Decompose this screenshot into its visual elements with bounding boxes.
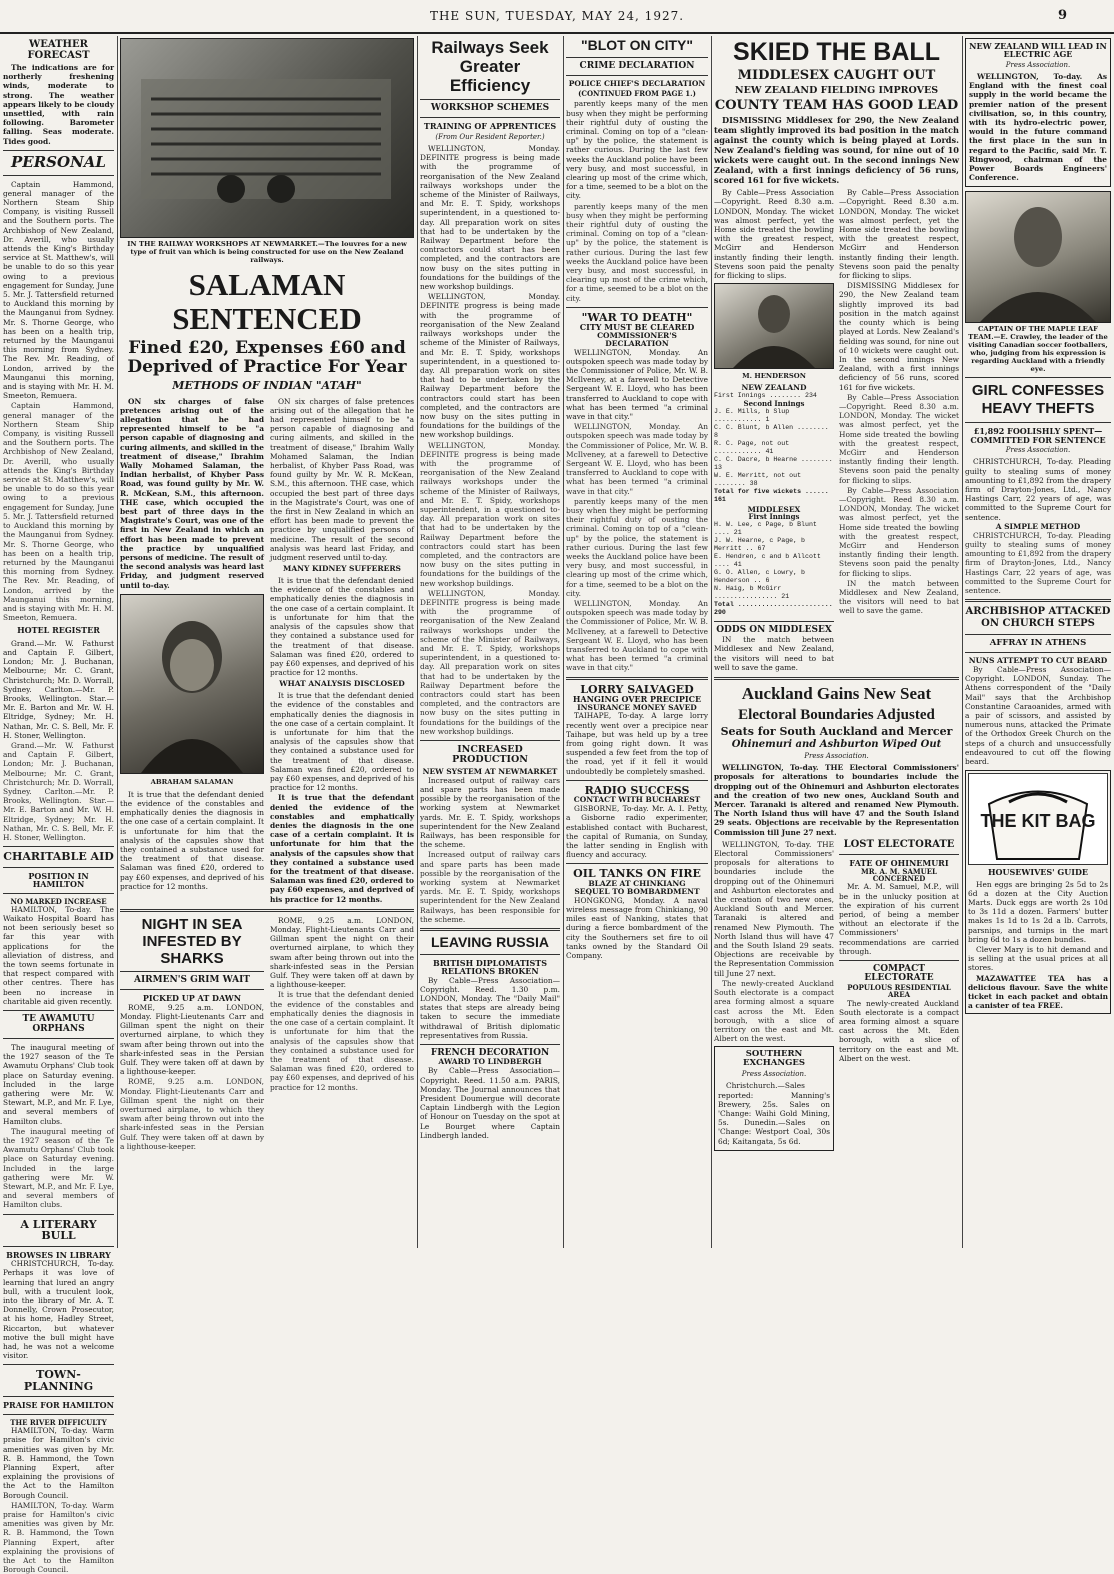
nz-total: Total for five wickets ...... 161 [714, 487, 829, 503]
railways-headline: Railways Seek Greater Efficiency [431, 38, 549, 95]
southern-text: Christchurch.—Sales reported: Manning's Brewery, 25s. Sales on 'Change: Waihi Gold Mining, 5s. Dunedin.—Sales on 'Change: Westport Coal, 30s 6d; Kaitangata, 5s 6d. [718, 1081, 830, 1146]
russia-sub: BRITISH DIPLOMATISTS [432, 957, 548, 968]
ball-text-3: DISMISSING Middlesex for 290, the New Zealand team slightly improved its bad position in the match against the county which is being played at Lords. New Zealand's fielding was sound, for nine out of 10 wickets were caught out. In the second innings New Zealand, with a first innings deficiency of 56 runs, scored 161 for five wickets. [839, 281, 959, 392]
nz-score-line: R. C. Page, not out ............ 41 [714, 439, 790, 455]
nz-electric-heading: NEW ZEALAND WILL LEAD IN ELECTRIC AGE [969, 41, 1107, 60]
nz-score-title: NEW ZEALAND [741, 383, 807, 393]
french-text: By Cable—Press Association—Copyright. Reed. 11.50 a.m. PARIS, Monday. The Journal announces that President Doumergue will decorate Captain Lindbergh with the Legion of Honour on Tuesday on the spot at Le Bourget where Captain Lindbergh landed. [420, 1066, 560, 1140]
orphans-heading: TE AWAMUTU ORPHANS [22, 1014, 95, 1034]
town-sub: PRAISE FOR HAMILTON [3, 1400, 114, 1411]
salaman-text-e: It is true that the defendant denied the evidence of the constables and emphatically denies the diagnosis in the one case of a certain complaint. It is unfortunate for him that the analysis of the capsules show that they contained a substance used for the treatment of that disease. Salaman was fined £20, ordered to pay £60 expenses, and deprived of his practice for 12 months. [270, 793, 414, 904]
nz-electric-box [965, 38, 1111, 187]
compact-sub: POPULOUS RESIDENTIAL AREA [847, 982, 951, 1000]
column-4 [566, 36, 708, 1248]
salaman-subhead: Fined £20, Expenses £60 and Deprived of Practice For Year [127, 338, 407, 377]
ball-headline: SKIED THE BALL [733, 38, 940, 66]
nz-first-innings: First Innings ........ 234 [714, 392, 817, 400]
compact-text: The newly-created Auckland South electorate is a compact area forming almost a square cast across the Mt. Eden borough, with a slice of territory on the east and Mt. Albert on the west. [839, 998, 959, 1063]
girl-byline: Press Association. [1005, 446, 1071, 455]
girl-sub: £1,892 FOOLISHLY SPENT—COMMITTED FOR SENTENCE [970, 426, 1106, 445]
nz-second-title: Second Innings [743, 399, 805, 409]
sharks-sub: AIRMEN'S GRIM WAIT [133, 974, 250, 985]
blot-continued: (CONTINUED FROM PAGE 1.) [578, 89, 696, 98]
town-text: HAMILTON, To-day. Warm praise for Hamilton's civic amenities was given by Mr. R. B. Hammond, the Town Planning Expert, after explaining the provisions of the Act to the Hamilton Borough Council. [3, 1426, 114, 1500]
war-sub: CITY MUST BE CLEARED [579, 322, 695, 333]
war-text-4: WELLINGTON, Monday. An outspoken speech was made today by the Commissioner of Police, Mr. W. B. McIlveney, at a farewell to Detective Sergeant W. E. Lloyd, who has been transferred to Auckland to cope with what has been termed "a criminal wave in that city." [566, 598, 708, 673]
salaman-text-b: ON six charges of false pretences arising out of the allegation that he had represented himself to be "a person capable of diagnosing and curing ailments, and skilled in the treatment of disease," Ibrahim Wally Mohamed Salaman, the Indian herbalist, of Khyber Pass Road, was found guilty by Mr. W. R. McKean, S.M., this afternoon. THE case, which occupied the best part of three days in the Magistrate's Court, was one of the first in New Zealand in which an effort has been made to prevent the practice by unqualified persons of medicine. The result of the second analysis was heard last Friday, and judgment reserved until to-day. [270, 396, 414, 562]
sharks-text-b: ROME, 9.25 a.m. LONDON, Monday. Flight-Lieutenants Carr and Gillman spent the night on their overturned airplane, to which they swam after being thrown out into the shark-infested seas in the Persian Gulf. They were taken off at dawn by a lighthouse-keeper. [270, 915, 414, 990]
mid-score-line: G. O. Allen, c Lowry, b Henderson .. 6 [714, 568, 806, 584]
ball-sub3: COUNTY TEAM HAS GOOD LEAD [714, 97, 959, 113]
production-sub: INCREASED PRODUCTION [452, 744, 528, 765]
girl-headline: GIRL CONFESSES HEAVY THEFTS [971, 382, 1105, 418]
kidney-subhead: MANY KIDNEY SUFFERERS [283, 564, 401, 574]
russia-sub2: RELATIONS BROKEN [441, 966, 539, 977]
kit-text-3: MAZAWATTEE TEA has a delicious flavour. Save the white ticket in each packet and obtain a canister of tea FREE. [968, 973, 1108, 1011]
lost-sub2: MR. A. M. SAMUEL CONCERNED [861, 866, 937, 884]
production-sub2: NEW SYSTEM AT NEWMARKET [422, 766, 558, 776]
railways-text: WELLINGTON, Monday. DEFINITE progress is being made with the programme of reorganisation of the New Zealand railways workshops under the scheme of the Minister of Railways, and Mr. E. T. Spidy, workshops superintendent, in a questioned to-day. All preparation work on sites that had to be undertaken by the Railway Department before the contractors could start has been completed, and the contractors are now busy on the sites putting in foundations for the buildings of the new workshop buildings. [420, 144, 560, 292]
workshop-illustration [121, 39, 413, 237]
war-headline: "WAR TO DEATH" [581, 310, 693, 324]
war-sub2: COMMISSIONER'S DECLARATION [597, 330, 677, 348]
town-sub2: THE RIVER DIFFICULTY [10, 1417, 107, 1427]
workshop-caption: IN THE RAILWAY WORKSHOPS AT NEWMARKET.—The louvres for a new type of fruit van which is being constructed for use on the New Zealand railways. [127, 240, 407, 264]
portrait-caption: ABRAHAM SALAMAN [150, 777, 234, 786]
oil-text: HONGKONG, Monday. A naval wireless message from Chinkiang, 90 miles east of Nanking, states that during a fierce bombardment of the city the Southerners set fire to oil tanks owned by the Standard Oil Company. [566, 895, 708, 960]
masthead-title: THE SUN, TUESDAY, MAY 24, 1927. [429, 9, 685, 23]
oil-sub: BLAZE AT CHINKIANG [588, 879, 686, 889]
column-1 [3, 36, 114, 1574]
french-sub: FRENCH DECORATION [430, 1047, 550, 1058]
salaman-headline: SALAMAN SENTENCED [172, 267, 362, 336]
kit-bag-illustration [968, 773, 1108, 865]
salaman-text-a: It is true that the defendant denied the evidence of the constables and emphatically denies the diagnosis in the one case of a certain complaint. It is unfortunate for him that the analysis of the capsules show that they contained a substance used for the treatment of that disease. Salaman was fined £20, ordered to pay £60 expenses, and deprived of his practice for 12 months. [120, 789, 264, 891]
girl-sub2: A SIMPLE METHOD [995, 521, 1081, 531]
kit-text-2: Clever Mary is to hit demand and is selling at the usual prices at all stores. [968, 944, 1108, 973]
hotel-heading: HOTEL REGISTER [17, 625, 100, 636]
town-text-more: HAMILTON, To-day. Warm praise for Hamilton's civic amenities was given by Mr. R. B. Hammond, the Town Planning Expert, after explaining the provisions of the Act to the Hamilton Borough Council. [3, 1500, 114, 1574]
column-rule [711, 36, 712, 1248]
lost-heading: LOST ELECTORATE [843, 838, 955, 850]
radio-headline: RADIO SUCCESS [584, 783, 690, 797]
auckland-sub: Ohinemuri and Ashburton Wiped Out [731, 738, 942, 750]
captain-photo [965, 191, 1111, 323]
charitable-sub: POSITION IN HAMILTON [28, 870, 89, 890]
kit-bag-title: THE KIT BAG [980, 811, 1096, 832]
railways-byline: (From Our Resident Reporter.) [435, 132, 545, 141]
column-6 [965, 36, 1111, 1248]
girl-text-2: CHRISTCHURCH, To-day. Pleading guilty to stealing sums of money amounting to £1,892 from the drapery firm of Drayton-Jones, Ltd., Nancy Hastings Carr, 22 years of age, was committed to the Supreme Court for sentence. [965, 530, 1111, 595]
kit-bag-box [965, 770, 1111, 1014]
radio-sub: CONTACT WITH BUCHAREST [573, 795, 701, 805]
nz-electric-text: WELLINGTON, To-day. As England with the finest coal supply in the world became the premier nation of the present civilisation, so, in this country, with its hydro-electric power, would in the future command the first place in the sun in regard to the Pacific, said Mr. T. Ringwood, chairman of the Power Boards Engineers' Conference. [969, 71, 1107, 183]
odds-text: IN the match between Middlesex and New Zealand, the visitors will need to bat well to save the game. [714, 635, 834, 672]
lost-sub: FATE OF OHINEMURI [849, 858, 949, 869]
mid-score-line: J. W. Hearne, c Page, b Merritt .. 67 [714, 536, 806, 552]
salaman-portrait [120, 594, 264, 774]
mid-title: MIDDLESEX [747, 504, 801, 514]
ball-sub: MIDDLESEX CAUGHT OUT [737, 68, 936, 83]
oil-sub2: SEQUEL TO BOMBARDMENT [574, 886, 700, 896]
column-5 [714, 36, 959, 1248]
auckland-headline-2: Electoral Boundaries Adjusted [738, 706, 935, 723]
salaman-text-d: It is true that the defendant denied the evidence of the constables and emphatically denies the diagnosis in the one case of a certain complaint. It is unfortunate for him that the analysis of the capsules show that they contained a substance used for the treatment of that disease. Salaman was fined £20, ordered to pay £60 expenses, and deprived of his practice for 12 months. [270, 691, 414, 793]
nz-score-line: C. C. Dacre, b Hearne ........ 13 [714, 455, 833, 471]
captain-caption: CAPTAIN OF THE MAPLE LEAF TEAM.—E. Crawley, the leader of the visiting Canadian soccer footballers, who, judging from his expression is regarding Auckland with a friendly eye. [968, 325, 1108, 374]
auckland-text: WELLINGTON, To-day. THE Electoral Commissioners' proposals for alterations to boundaries include the dropping out of the Ohinemuri and Ashburton electorates and the creation of two new ones, Auckland South and Mercer. Taranaki is altered and renamed New Plymouth. The North Island thus will have 47 and the South Island 29 seats. Objections are receivable by the Representation Commission till June 27 next. [714, 839, 834, 978]
railways-sub2: TRAINING OF APPRENTICES [423, 121, 557, 132]
oil-headline: OIL TANKS ON FIRE [573, 867, 701, 881]
archbishop-sub: AFFRAY IN ATHENS [989, 638, 1087, 649]
lorry-sub: HANGING OVER PRECIPICE [572, 694, 702, 705]
railways-text-2: WELLINGTON, Monday. DEFINITE progress is being made with the programme of reorganisation of the New Zealand railways workshops under the scheme of the Minister of Railways, and Mr. E. T. Spidy, workshops superintendent, in a questioned to-day. All preparation work on sites that had to be undertaken by the Railway Department before the contractors could start has been completed, and the contractors are now busy on the sites putting in foundations for the buildings of the new workshop buildings. [420, 292, 560, 440]
henderson-illustration [715, 284, 833, 368]
war-text-3: parently keeps many of the men busy when they might be performing their rightful duty of ousting the criminal. Coming on top of a "clean-up" by the police, the statement is rather curious. During the last few weeks the Auckland police have been very busy, and most successful, in clearing up most of the crime which, for a time, seemed to be a blot on the city. [566, 496, 708, 598]
column-2 [120, 36, 414, 1248]
henderson-caption: M. HENDERSON [742, 372, 806, 381]
mid-score-line: N. Haig, b McGirr ................ 21 [714, 584, 790, 600]
charitable-heading: CHARITABLE AID [3, 850, 114, 864]
page-number: 9 [1057, 8, 1068, 23]
bull-text: CHRISTCHURCH, To-day. Perhaps it was love of learning that lured an angry bull, with a truculent look, into the library of Mr. A. T. Donnelly, Crown Prosecutor, at his home, Hadley Street, Riccarton, but whatever motive the bull might have had, he was not a welcome visitor. [3, 1259, 114, 1361]
archbishop-sub2: NUNS ATTEMPT TO CUT BEARD [968, 656, 1108, 666]
charitable-text: HAMILTON, To-day. The Waikato Hospital Board has not been seriously beset so far this year with applications for the alleviation of distress, and the town seems fortunate in that respect compared with other centres. There has been no increase in charitable aid given recently. [3, 904, 114, 1006]
ball-lead: DISMISSING Middlesex for 290, the New Zealand team slightly improved its bad position in the match against the county which is being played at Lords. New Zealand's fielding was sound, for nine out of 10 wickets were caught out. In the second innings New Zealand, with a first innings deficiency of 56 runs, scored 161 for five wickets. [714, 115, 959, 186]
column-rule [417, 36, 418, 1248]
lorry-headline: LORRY SALVAGED [580, 682, 694, 696]
railways-sub: WORKSHOP SCHEMES [430, 103, 550, 113]
lorry-sub2: INSURANCE MONEY SAVED [577, 702, 697, 712]
sharks-text-more: ROME, 9.25 a.m. LONDON, Monday. Flight-Lieutenants Carr and Gillman spent the night on their overturned airplane, to which they swam after being thrown out into the shark-infested seas in the Persian Gulf. They were taken off at dawn by a lighthouse-keeper. [120, 1077, 264, 1151]
ball-sub2: NEW ZEALAND FIELDING IMPROVES [734, 84, 939, 96]
archbishop-headline: ARCHBISHOP ATTACKED ON CHURCH STEPS [965, 606, 1111, 630]
archbishop-text: By Cable—Press Association—Copyright. LONDON, Sunday. The Athens correspondent of the "Daily Mail" says that the Archbishop Constantine Caraoanides, armed with a pair of scissors, and assisted by numerous nuns, attacked the Primate of the Orthodox Greek Church on the steps of a church and unsuccessfully endeavoured to cut off the flowing beard. [965, 664, 1111, 766]
sharks-text-c: It is true that the defendant denied the evidence of the constables and emphatically denies the diagnosis in the one case of a certain complaint. It is unfortunate for him that the analysis of the capsules show that they contained a substance used for the treatment of that disease. Salaman was fined £20, ordered to pay £60 expenses, and deprived of his practice for 12 months. [270, 990, 414, 1092]
blot-sub2: POLICE CHIEF'S DECLARATION [568, 79, 706, 89]
girl-text: CHRISTCHURCH, To-day. Pleading guilty to stealing sums of money amounting to £1,892 from the drapery firm of Drayton-Jones, Ltd., Nancy Hastings Carr, 22 years of age, was committed to the Supreme Court for sentence. [965, 457, 1111, 522]
column-3 [420, 36, 560, 1248]
nz-score-line: C. C. Blunt, b Allen ........ 8 [714, 423, 829, 439]
column-rule [962, 36, 963, 1248]
ball-text: By Cable—Press Association—Copyright. Reed 8.30 a.m. LONDON, Monday. The wicket was almost perfect, yet the Home side treated the bowling with the greatest respect, McGirr and Henderson instantly finding their length. Stevens soon paid the penalty for flicking to slips. [714, 188, 834, 281]
russia-text: By Cable—Press Association—Copyright. Reed. 1.30 p.m. LONDON, Monday. The "Daily Mail" states that steps are already being taken to secure the immediate withdrawal of British diplomatic representatives from Russia. [420, 975, 560, 1040]
kit-sub: HOUSEWIVES' GUIDE [987, 867, 1088, 878]
railway-workshop-photo [120, 38, 414, 238]
auckland-lead: WELLINGTON, To-day. THE Electoral Commissioners' proposals for alterations to boundaries include the dropping out of the Ohinemuri and Ashburton electorates and the creation of two new ones, Auckland South and Mercer. Taranaki is altered and renamed New Plymouth. The North Island thus will have 47 and the South Island 29 seats. Objections are receivable by the Representation Commission till June 27 next. [714, 763, 959, 837]
ball-text-6: IN the match between Middlesex and New Zealand, the visitors will need to bat well to save the game. [839, 578, 959, 616]
mid-total: Total ........................ 290 [714, 600, 833, 616]
bull-heading: A LITERARY BULL [20, 1217, 97, 1243]
southern-heading: SOUTHERN EXCHANGES [743, 1049, 805, 1069]
ball-text-2: By Cable—Press Association—Copyright. Reed 8.30 a.m. LONDON, Monday. The wicket was almost perfect, yet the Home side treated the bowling with the greatest respect, McGirr and Henderson instantly finding their length. Stevens soon paid the penalty for flicking to slips. [839, 188, 959, 281]
russia-headline: LEAVING RUSSIA [431, 934, 549, 951]
charitable-sub2: NO MARKED INCREASE [10, 896, 107, 906]
masthead [0, 0, 1114, 34]
war-text: WELLINGTON, Monday. An outspoken speech was made today by the Commissioner of Police, Mr. W. B. McIlveney, at a farewell to Detective Sergeant W. E. Lloyd, who has been transferred to Auckland to cope with what has been termed "a criminal wave in that city." [566, 347, 708, 421]
mid-first-title: First Innings [748, 512, 800, 522]
auckland-text-2: The newly-created Auckland South electorate is a compact area forming almost a square cast across the Mt. Eden borough, with a slice of territory on the east and Mt. Albert on the west. [714, 978, 834, 1044]
personal-text-more: Captain Hammond, general manager of the Northern Steam Ship Company, is visiting Russell and the Southern ports. The Archbishop of New Zealand, Dr. Averill, who usually attends the King's Birthday service at St. Matthew's, will be unable to do so this year owing to a previous engagement for Sunday, June 5. Mr. J. Tattersfield returned to Auckland this morning by the Maunganui from Sydney. Mr. S. Thorne George, who has been on a health trip, returned by the Maunganui this morning from Sydney. The Rev. Mr. Reading, of London, arrived by the Maunganui this morning, and is staying with Mr. H. M. Smeeton, Remuera. [3, 401, 114, 623]
war-text-2: WELLINGTON, Monday. An outspoken speech was made today by the Commissioner of Police, Mr. W. B. McIlveney, at a farewell to Detective Sergeant W. E. Lloyd, who has been transferred to Auckland to cope with what has been termed "a criminal wave in that city." [566, 422, 708, 496]
production-text: Increased output of railway cars and spare parts has been made possible by the reorganisation of the working system at Newmarket yards. Mr. E. T. Spidy, workshops superintendent for the New Zealand Railways, has been responsible for the scheme. [420, 775, 560, 850]
sharks-headline: NIGHT IN SEA INFESTED BY SHARKS [141, 915, 243, 967]
bull-sub: BROWSES IN LIBRARY [6, 1249, 111, 1260]
hotel-text-more: Grand.—Mr. W. Fathurst and Captain F. Gilbert, London; Mr. J. Buchanan, Melbourne; Mr. C. Grant, Christchurch; Mr. D. Worrall, Sydney. Carlton.—Mr. P. Brooks, Wellington. Star.—Mr. E. Barton and Mr. W. H. Eltridge, Sydney; Mr. H. Nathan, Mr. C. S. Bell, Mr. F. H. Stoner, Wellington. [3, 740, 114, 842]
portrait-illustration [121, 595, 263, 773]
railways-text-3: WELLINGTON, Monday. DEFINITE progress is being made with the programme of reorganisation of the New Zealand railways workshops under the scheme of the Minister of Railways, and Mr. E. T. Spidy, workshops superintendent, in a questioned to-day. All preparation work on sites that had to be undertaken by the Railway Department before the contractors could start has been completed, and the contractors are now busy on the sites putting in foundations for the buildings of the new workshop buildings. [420, 440, 560, 588]
mid-score-line: E. Hendren, c and b Allcott .... 41 [714, 552, 821, 568]
blot-sub: CRIME DECLARATION [579, 60, 695, 71]
lost-text: Mr. A. M. Samuel, M.P., will be in the unlucky position at the expiration of his current period, of being a member without an electorate if the Commissioners' recommendations are carried through. [839, 882, 959, 956]
mid-score-line: H. W. Lee, c Page, b Blunt .... 21 [714, 520, 817, 536]
hotel-text: Grand.—Mr. W. Fathurst and Captain F. Gilbert, London; Mr. J. Buchanan, Melbourne; Mr. C. Grant, Christchurch; Mr. D. Worrall, Sydney. Carlton.—Mr. P. Brooks, Wellington. Star.—Mr. E. Barton and Mr. W. H. Eltridge, Sydney; Mr. H. Nathan, Mr. C. S. Bell, Mr. F. H. Stoner, Wellington. [3, 638, 114, 740]
compact-heading: COMPACT ELECTORATE [864, 964, 934, 984]
nz-electric-byline: Press Association. [1005, 60, 1071, 69]
town-heading: TOWN-PLANNING [23, 1368, 94, 1393]
personal-text: Captain Hammond, general manager of the Northern Steam Ship Company, is visiting Russell and the Southern ports. The Archbishop of New Zealand, Dr. Averill, who usually attends the King's Birthday service at St. Matthew's, will be unable to do so this year owing to a previous engagement for Sunday, June 5. Mr. J. Tattersfield returned to Auckland this morning by the Maunganui from Sydney. Mr. S. Thorne George, who has been on a health trip, returned by the Maunganui this morning from Sydney. The Rev. Mr. Reading, of London, arrived by the Maunganui this morning, and is staying with Mr. H. M. Smeeton, Remuera. [3, 179, 114, 401]
odds-sub: ODDS ON MIDDLESEX [716, 624, 832, 635]
auckland-byline: Press Association. [804, 752, 869, 761]
blot-text-2: parently keeps many of the men busy when they might be performing their rightful duty of ousting the criminal. Coming on top of a "clean-up" by the police, the statement is rather curious. During the last few weeks the Auckland police have been very busy, and most successful, in clearing up most of the crime which, for a time, seemed to be a blot on the city. [566, 201, 708, 303]
southern-byline: Press Association. [741, 1070, 807, 1079]
kit-text: Hen eggs are bringing 2s 5d to 2s 6d a dozen at the City Auction Marts. Duck eggs are worth 2s 10d to 3s 11d a dozen. Farmers' butter makes 1s 1d to 1s 2d a lb. Carrots, parsnips, and turnips in the mart bring 6d to 1s a dozen bundles. [968, 879, 1108, 944]
henderson-photo [714, 283, 834, 369]
salaman-subhead-2: METHODS OF INDIAN "ATAH" [172, 379, 362, 392]
ball-text-4: By Cable—Press Association—Copyright. Reed 8.30 a.m. LONDON, Monday. The wicket was almost perfect, yet the Home side treated the bowling with the greatest respect, McGirr and Henderson instantly finding their length. Stevens soon paid the penalty for flicking to slips. [839, 392, 959, 485]
railways-text-4: WELLINGTON, Monday. DEFINITE progress is being made with the programme of reorganisation of the New Zealand railways workshops under the scheme of the Minister of Railways, and Mr. E. T. Spidy, workshops superintendent, in a questioned to-day. All preparation work on sites that had to be undertaken by the Railway Department before the contractors could start has been completed, and the contractors are now busy on the sites putting in foundations for the buildings of the new workshop buildings. [420, 588, 560, 736]
auckland-headline-3: Seats for South Auckland and Mercer [720, 724, 953, 738]
french-sub2: AWARD TO LINDBERGH [438, 1057, 542, 1067]
sharks-text: ROME, 9.25 a.m. LONDON, Monday. Flight-Lieutenants Carr and Gillman spent the night on their overturned airplane, to which they swam after being thrown out into the shark-infested seas in the Persian Gulf. They were taken off at dawn by a lighthouse-keeper. [120, 1002, 264, 1077]
weather-heading: WEATHER FORECAST [27, 39, 90, 61]
southern-box [714, 1046, 834, 1150]
column-rule [563, 36, 564, 1248]
blot-headline: "BLOT ON CITY" [580, 37, 694, 53]
lorry-text: TAIHAPE, To-day. A large lorry recently went over a precipice near Taihape, but was held up by a tree from going right down. It was suspended a few feet from the top of the road, yet if it fell it would undoubtedly be completely smashed. [566, 711, 708, 776]
auckland-headline: Auckland Gains New Seat [741, 683, 932, 703]
captain-illustration [966, 192, 1110, 322]
nz-score-line: J. E. Mills, b Slup ............ 1 [714, 407, 790, 423]
orphans-text-more: The inaugural meeting of the 1927 season of the Te Awamutu Orphans' Club took place on Saturday evening. Included in the large gathering were Mr. W. Stewart, M.P., and Mr. F. Lye, and several members of Hamilton clubs. [3, 1126, 114, 1210]
analysis-subhead: WHAT ANALYSIS DISCLOSED [279, 679, 405, 689]
salaman-lead: ON six charges of false pretences arising out of the allegation that he had represented himself to be "a person capable of diagnosing and curing ailments, and skilled in the treatment of disease," Ibrahim Wally Mohamed Salaman, the Indian herbalist, of Khyber Pass Road, was found guilty by Mr. W. R. McKean, S.M., this afternoon. THE case, which occupied the best part of three days in the Magistrate's Court, was one of the first in New Zealand in which an effort has been made to prevent the practice by unqualified persons of medicine. The result of the second analysis was heard last Friday, and judgment reserved until to-day. [120, 396, 264, 590]
personal-heading: PERSONAL [11, 152, 106, 171]
production-text-2: Increased output of railway cars and spare parts has been made possible by the reorganisation of the working system at Newmarket yards. Mr. E. T. Spidy, workshops superintendent for the New Zealand Railways, has been responsible for the scheme. [420, 850, 560, 924]
salaman-text-c: It is true that the defendant denied the evidence of the constables and emphatically denies the diagnosis in the one case of a certain complaint. It is unfortunate for him that the analysis of the capsules show that they contained a substance used for the treatment of that disease. Salaman was fined £20, ordered to pay £60 expenses, and deprived of his practice for 12 months. [270, 576, 414, 678]
orphans-text: The inaugural meeting of the 1927 season of the Te Awamutu Orphans' Club took place on Saturday evening. Included in the large gathering were Mr. W. Stewart, M.P., and Mr. F. Lye, and several members of Hamilton clubs. [3, 1042, 114, 1126]
ball-text-5: By Cable—Press Association—Copyright. Reed 8.30 a.m. LONDON, Monday. The wicket was almost perfect, yet the Home side treated the bowling with the greatest respect, McGirr and Henderson instantly finding their length. Stevens soon paid the penalty for flicking to slips. [839, 485, 959, 578]
sharks-sub2: PICKED UP AT DAWN [142, 993, 242, 1004]
blot-text: parently keeps many of the men busy when they might be performing their rightful duty of ousting the criminal. Coming on top of a "clean-up" by the police, the statement is rather curious. During the last few weeks the Auckland police have been very busy, and most successful, in clearing up most of the crime which, for a time, seemed to be a blot on the city. [566, 99, 708, 201]
radio-text: GISBORNE, To-day. Mr. A. I. Petty, a Gisborne radio experimenter, established contact with Bucharest, the capital of Rumania, on Sunday, the latter sending in English with fluency and accuracy. [566, 804, 708, 860]
column-rule [117, 36, 118, 1248]
weather-text: The indications are for northerly freshening winds, moderate to strong. The weather appears likely to be cloudy unsettled, with rain following. Barometer falling. Seas moderate. Tides good. [3, 63, 114, 146]
nz-score-line: W. E. Merritt, not out ........ 38 [714, 471, 802, 487]
